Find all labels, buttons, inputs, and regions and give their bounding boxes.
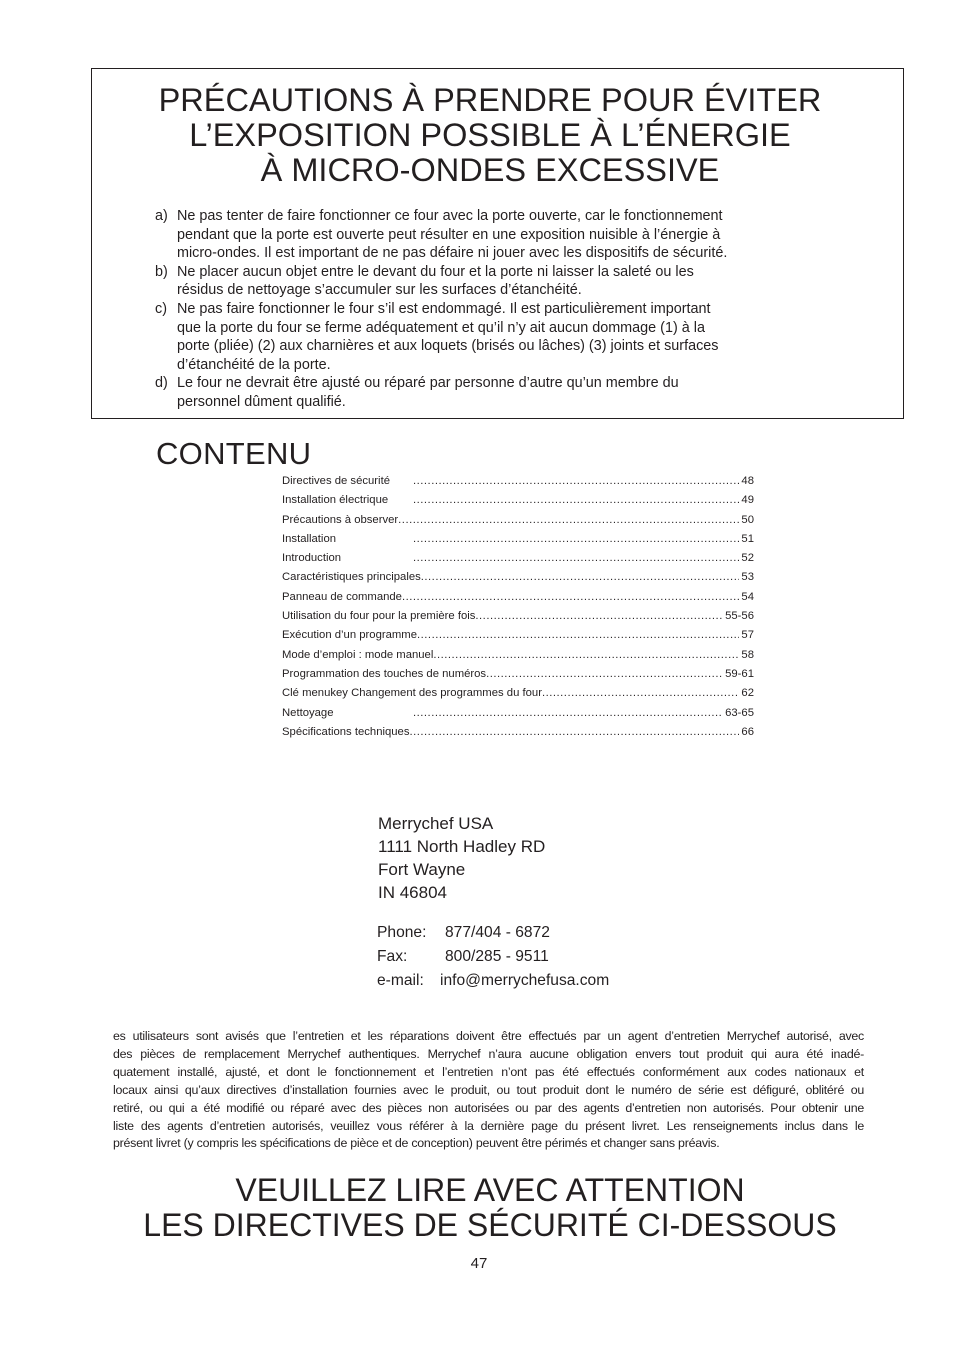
toc-entry-page: 48 [741,475,754,487]
toc-entry[interactable] [282,704,754,723]
toc-entry-page: 66 [741,725,754,738]
toc-entry-title: Mode d’emploi : mode manuel [282,648,434,661]
precaution-line: Le four ne devrait être ajusté ou réparé par personne d’autre qu’un membre du [177,375,679,392]
toc-leader [402,588,739,607]
toc-entry-title: Précautions à observer [282,513,399,526]
company-address [378,812,545,904]
toc-leader [413,704,723,723]
toc-entry-title: Panneau de commande [282,590,402,603]
toc-entry-page: 52 [741,552,754,565]
toc-entry[interactable] [282,626,754,645]
toc-entry[interactable] [282,723,754,742]
toc-entry[interactable] [282,607,754,626]
safety-reminder-title [100,1173,880,1243]
precaution-item-a [155,207,815,263]
address-line: IN 46804 [378,883,447,902]
toc-entry[interactable] [282,588,754,607]
precaution-line: Ne pas faire fonctionner le four s’il est endommagé. Il est particulièrement important [177,300,711,317]
toc-entry-title: Installation [282,532,337,545]
precaution-marker: c) [155,300,167,317]
toc-entry-page: 57 [741,629,754,642]
notice-line: liste des agents d’entretien autorisés, veuillez vous référer à la dernière page du présent livret. Les renseignements inclus dans le [113,1118,864,1133]
precaution-marker: b) [155,263,168,280]
phone-number: 877/404 - 6872 [445,924,550,941]
precautions-title-line: À MICRO-ONDES EXCESSIVE [260,152,720,188]
precautions-list [155,207,815,412]
toc-entry-title: Nettoyage [282,706,334,719]
toc-leader [542,684,739,703]
precautions-title-line: PRÉCAUTIONS À PRENDRE POUR ÉVITER [158,82,822,118]
toc-leader [421,568,740,587]
email-label: e-mail: [377,972,424,989]
toc-entry-page: 63-65 [725,706,754,719]
toc-leader [409,723,739,742]
toc-entry-page: 49 [741,494,754,507]
toc-leader [413,491,739,510]
precautions-title [100,83,880,188]
contents-heading: CONTENU [156,436,312,471]
toc-entry-page: 58 [741,648,754,661]
precaution-line: micro-ondes. Il est important de ne pas défaire ni jouer avec les dispositifs de sécurité. [177,245,728,262]
toc-leader [417,626,739,645]
toc-entry[interactable] [282,549,754,568]
fax-label: Fax: [377,948,408,965]
precaution-line: Ne placer aucun objet entre le devant du four et la porte ni laisser la saleté ou les [177,263,694,280]
precaution-line: personnel dûment qualifié. [177,393,346,410]
precaution-item-c [155,300,815,374]
toc-entry[interactable] [282,511,754,530]
toc-entry-title: Spécifications techniques [282,725,410,738]
toc-entry[interactable] [282,684,754,703]
phone-label: Phone: [377,924,427,941]
toc-leader [398,511,739,530]
precaution-marker: a) [155,208,168,224]
page-number: 47 [470,1255,488,1272]
address-line: Fort Wayne [378,860,466,879]
precaution-item-b [155,263,815,300]
toc-entry-page: 62 [741,687,754,700]
notice-line: quatement installé, ajusté, et dont le fonctionnement et l’entretien n’ont pas été effectués conformément aux codes nationaux et [113,1064,864,1079]
precaution-marker: d) [155,375,168,392]
toc-entry-page: 55-56 [725,610,754,623]
email-address[interactable]: info@merrychefusa.com [440,972,610,989]
safety-reminder-line: VEUILLEZ LIRE AVEC ATTENTION [235,1172,745,1208]
precaution-line: porte (pliée) (2) aux charnières et aux loquets (brisés ou lâches) (3) joints et surfaces [177,338,719,355]
address-line: 1111 North Hadley RD [378,837,546,856]
precaution-line: résidus de nettoyage s’accumuler sur les surfaces d’étanchéité. [177,282,582,299]
toc-leader [475,607,723,626]
table-of-contents [282,472,754,742]
address-line: Merrychef USA [378,814,494,833]
toc-entry[interactable] [282,530,754,549]
toc-entry-title: Exécution d’un programme [282,629,418,642]
safety-reminder-line: LES DIRECTIVES DE SÉCURITÉ CI-DESSOUS [143,1207,837,1243]
email-row [377,969,609,993]
toc-leader [486,665,723,684]
toc-leader [413,549,739,568]
notice-line: es utilisateurs sont avisés que l’entretien et les réparations doivent être effectués par un agent d’entretien Merrychef autorisé, avec [113,1029,864,1043]
toc-entry-title: Programmation des touches de numéros [282,667,487,680]
toc-entry-title: Installation électrique [282,494,389,507]
precaution-line: d’étanchéité de la porte. [177,356,331,373]
toc-entry[interactable] [282,568,754,587]
precaution-item-d [155,374,815,411]
toc-entry-title: Caractéristiques principales [282,571,421,584]
toc-leader [433,646,739,665]
toc-leader [413,472,739,491]
precaution-line: pendant que la porte est ouverte peut résulter en une exposition nuisible à l’énergie à [177,226,721,243]
notice-line: des pièces de remplacement Merrychef authentiques. Merrychef n’aura aucune obligation envers tout produit qui aura été inadé- [113,1046,864,1061]
toc-entry-page: 53 [741,571,754,584]
toc-entry-page: 50 [741,513,754,526]
toc-leader [413,530,739,549]
toc-entry-page: 51 [741,532,754,545]
phone-row [377,921,609,945]
toc-entry[interactable] [282,472,754,491]
fax-row [377,945,609,969]
notice-line: locaux ainsi qu’aux directives d’installation fournies avec le produit, ou tout produit dont le numéro de série est défiguré, oblitéré ou [113,1082,864,1097]
toc-entry[interactable] [282,665,754,684]
notice-line: retiré, ou qui a été modifié ou réparé avec des pièces non autorisées ou par des agents d’entretien non autorisés. Pour obtenir une [113,1100,864,1115]
precaution-line: que la porte du four se ferme adéquatement et qu’il n’y ait aucun dommage (1) à la [177,319,705,336]
toc-entry[interactable] [282,491,754,510]
toc-entry-title: Clé menukey Changement des programmes du four [282,687,542,700]
toc-entry-page: 54 [741,590,754,603]
toc-entry[interactable] [282,646,754,665]
toc-entry-title: Directives de sécurité [282,475,390,487]
toc-entry-title: Introduction [282,552,342,565]
fax-number: 800/285 - 9511 [445,948,549,965]
company-contact [377,921,609,993]
service-notice [113,1028,864,1153]
precautions-title-line: L’EXPOSITION POSSIBLE À L’ÉNERGIE [189,117,791,153]
precaution-line: Ne pas tenter de faire fonctionner ce four avec la porte ouverte, car le fonctionnement [177,208,723,224]
toc-entry-page: 59-61 [725,667,754,680]
toc-entry-title: Utilisation du four pour la première fois [282,610,476,623]
notice-line: présent livret (y compris les spécifications de pièce et de conception) peuvent être périmés et changer sans préavis. [113,1136,720,1151]
